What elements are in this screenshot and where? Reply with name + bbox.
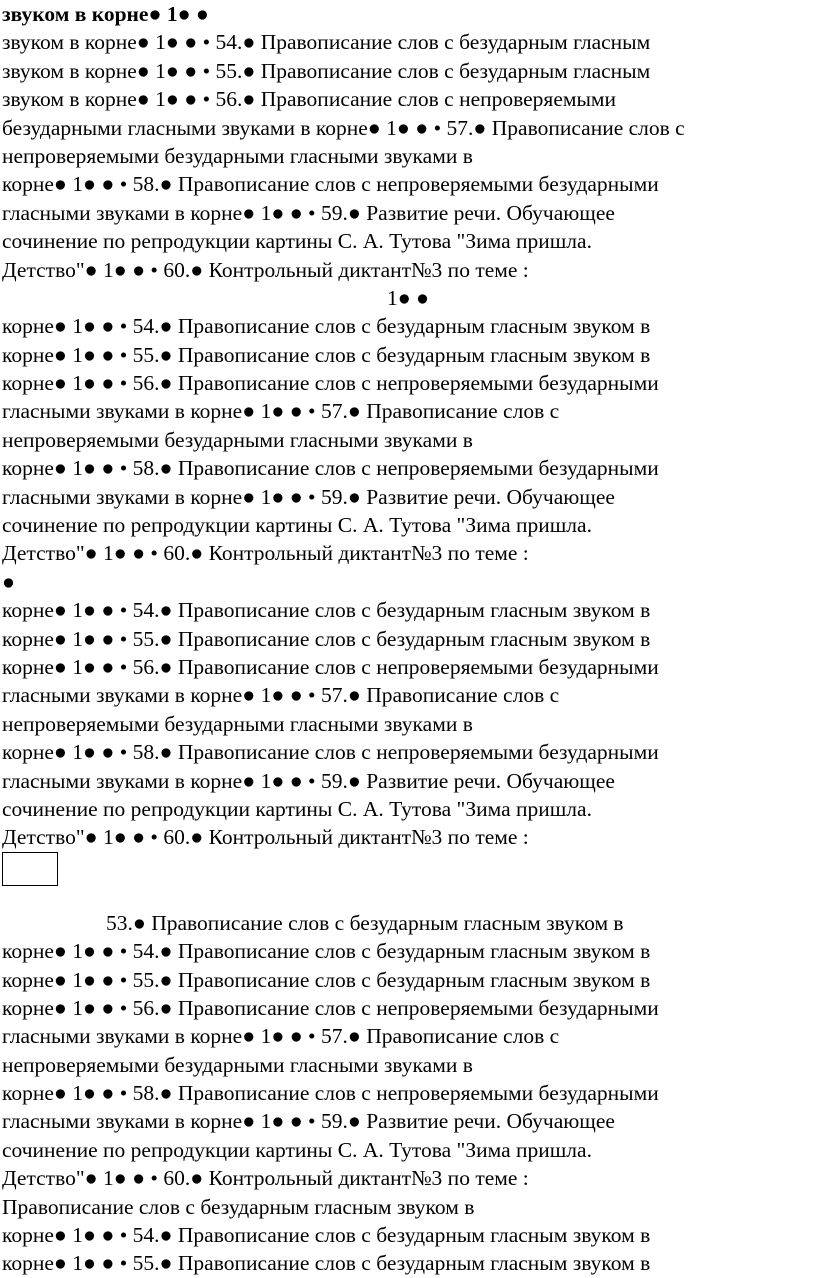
text-line: корне● 1● ● • 54.● Правописание слов с безударным гласным звуком в	[2, 598, 651, 623]
text-line: гласными звуками в корне● 1● ● • 57.● Правописание слов с	[2, 399, 560, 424]
text-block-2	[2, 284, 814, 568]
text-line: звуком в корне● 1● ● • 55.● Правописание слов с безударным гласным	[2, 58, 651, 83]
text-line: Детство"● 1● ● • 60.● Контрольный диктант№3 по теме :	[2, 1166, 529, 1191]
text-line: гласными звуками в корне● 1● ● • 59.● Развитие речи. Обучающее	[2, 768, 615, 793]
text-block-4	[2, 909, 814, 1278]
text-line: гласными звуками в корне● 1● ● • 57.● Правописание слов с	[2, 1024, 560, 1049]
text-line: корне● 1● ● • 55.● Правописание слов с безударным гласным звуком в	[2, 967, 651, 992]
text-line: корне● 1● ● • 56.● Правописание слов с непроверяемыми безударными	[2, 654, 659, 679]
text-line: Детство"● 1● ● • 60.● Контрольный диктант№3 по теме :	[2, 257, 529, 282]
text-line: корне● 1● ● • 56.● Правописание слов с непроверяемыми безударными	[2, 371, 659, 396]
text-line: Детство"● 1● ● • 60.● Контрольный диктант№3 по теме :	[2, 825, 529, 850]
empty-box	[2, 852, 58, 886]
text-line: корне● 1● ● • 55.● Правописание слов с безударным гласным звуком в	[2, 626, 651, 651]
text-line: звуком в корне● 1● ● • 56.● Правописание слов с непроверяемыми	[2, 87, 617, 112]
text-line: звуком в корне● 1● ●	[2, 2, 209, 26]
text-line: корне● 1● ● • 58.● Правописание слов с непроверяемыми безударными	[2, 740, 659, 765]
text-line: сочинение по репродукции картины С. А. Тутова "Зима пришла.	[2, 1137, 592, 1162]
text-line: непроверяемыми безударными гласными звуками в	[2, 1052, 473, 1077]
text-line: корне● 1● ● • 58.● Правописание слов с непроверяемыми безударными	[2, 1081, 659, 1106]
text-line: непроверяемыми безударными гласными звуками в	[2, 143, 473, 168]
text-line: сочинение по репродукции картины С. А. Тутова "Зима пришла.	[2, 513, 592, 538]
text-line: корне● 1● ● • 55.● Правописание слов с безударным гласным звуком в	[2, 1251, 651, 1276]
text-line: корне● 1● ● • 58.● Правописание слов с непроверяемыми безударными	[2, 456, 659, 481]
text-line: гласными звуками в корне● 1● ● • 57.● Правописание слов с	[2, 683, 560, 708]
text-line: сочинение по репродукции картины С. А. Тутова "Зима пришла.	[2, 796, 592, 821]
text-line: непроверяемыми безударными гласными звуками в	[2, 427, 473, 452]
text-line: корне● 1● ● • 54.● Правописание слов с безударным гласным звуком в	[2, 314, 651, 339]
bullet-marker: ●	[2, 569, 15, 594]
text-line: корне● 1● ● • 56.● Правописание слов с непроверяемыми безударными	[2, 995, 659, 1020]
document-body	[2, 0, 814, 1278]
text-block-1	[2, 0, 814, 284]
empty-box-row	[2, 852, 814, 891]
text-line: Правописание слов с безударным гласным звуком в	[2, 1194, 475, 1219]
text-block-3	[2, 568, 814, 852]
text-line: гласными звуками в корне● 1● ● • 59.● Развитие речи. Обучающее	[2, 484, 615, 509]
text-line: сочинение по репродукции картины С. А. Тутова "Зима пришла.	[2, 229, 592, 254]
text-line: корне● 1● ● • 55.● Правописание слов с безударным гласным звуком в	[2, 342, 651, 367]
text-line: гласными звуками в корне● 1● ● • 59.● Развитие речи. Обучающее	[2, 1109, 615, 1134]
spacer	[2, 891, 814, 909]
indented-line: 53.● Правописание слов с безударным гласным звуком в	[106, 910, 624, 935]
text-line: безударными гласными звуками в корне● 1● ● • 57.● Правописание слов с	[2, 115, 685, 140]
text-line: звуком в корне● 1● ● • 54.● Правописание слов с безударным гласным	[2, 30, 651, 55]
text-line: Детство"● 1● ● • 60.● Контрольный диктант№3 по теме :	[2, 541, 529, 566]
text-line: корне● 1● ● • 58.● Правописание слов с непроверяемыми безударными	[2, 172, 659, 197]
text-line: гласными звуками в корне● 1● ● • 59.● Развитие речи. Обучающее	[2, 200, 615, 225]
text-line: корне● 1● ● • 54.● Правописание слов с безударным гласным звуком в	[2, 1223, 651, 1248]
centered-marker: 1● ●	[386, 285, 430, 310]
text-line: непроверяемыми безударными гласными звуками в	[2, 711, 473, 736]
text-line: корне● 1● ● • 54.● Правописание слов с безударным гласным звуком в	[2, 939, 651, 964]
